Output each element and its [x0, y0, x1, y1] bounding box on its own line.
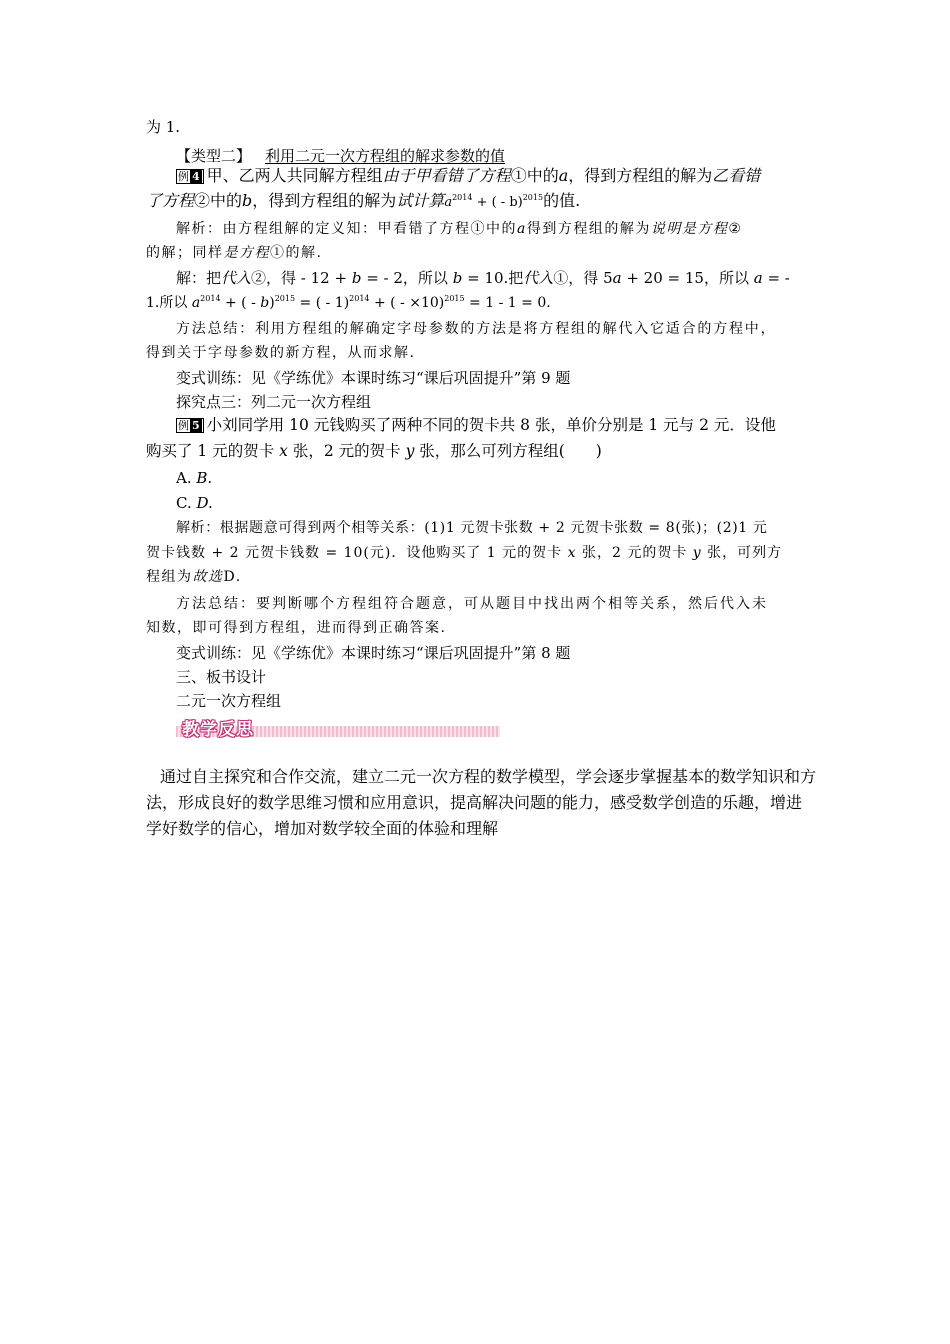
text: 1.所以 [146, 295, 192, 311]
variable: x [567, 545, 577, 561]
text-line [146, 117, 180, 137]
text: ①，得 5 [553, 269, 613, 287]
variable: b [452, 269, 463, 287]
text: ② [728, 221, 743, 237]
text: 贺卡钱数 + 2 元贺卡钱数 = 10(元)．设他购买了 1 元的贺卡 [146, 545, 568, 561]
text: 得到关于字母参数的新方程，从而求解. [146, 345, 416, 361]
text: = - [762, 269, 790, 287]
example-5-line-2 [146, 441, 602, 461]
text: 的解；同样 [146, 245, 224, 261]
variant-training [176, 368, 570, 388]
text: 购买了 1 元的贺卡 [146, 442, 280, 460]
method-summary-line-1 [176, 319, 776, 339]
exponent: 2015 [522, 193, 544, 202]
variable: a [191, 295, 201, 311]
text: = - 2，所以 [361, 269, 453, 287]
analysis-5-line-3 [146, 567, 242, 587]
text: 故选 [192, 569, 224, 585]
text: 代入 [523, 269, 554, 287]
text: ) [269, 295, 275, 311]
teaching-reflection-banner [176, 716, 500, 738]
text: 探究点三：列二元一次方程组 [176, 393, 372, 411]
exponent: 2014 [452, 193, 473, 202]
text: = ( - 1) [295, 295, 350, 311]
text: 为 1. [146, 118, 181, 136]
text: 解析：根据题意可得到两个相等关系：(1)1 元贺卡张数 + 2 元贺卡张数 = 8(张)；(2)1 元 [176, 520, 768, 536]
text: 方法总结：利用方程组的解确定字母参数的方法是将方程组的解代入它适合的方程中， [176, 321, 777, 337]
text: 变式训练：见《学练优》本课时练习“课后巩固提升”第 8 题 [176, 644, 571, 662]
analysis-line-2 [146, 243, 322, 263]
reflection-paragraph: 通过自主探究和合作交流，建立二元一次方程的数学模型，学会逐步掌握基本的数学知识和方法，形成良好的数学思维习惯和应用意识，提高解决问题的能力，感受数学创造的乐趣，增进学好数学的信心，增加对数学较全面的体验和理解 [146, 767, 817, 838]
analysis-line-1 [176, 219, 742, 239]
text: 由于甲看错了方程 [382, 166, 511, 185]
text: 小刘同学用 10 元钱购买了两种不同的贺卡共 8 张，单价分别是 1 元与 2 元．设他 [206, 416, 776, 434]
option-b: B. [196, 469, 213, 487]
option-d: D. [196, 494, 213, 512]
method-summary-5-line-2 [146, 618, 446, 638]
text: 甲、乙两人共同解方程组 [206, 166, 383, 185]
text: 变式训练：见《学练优》本课时练习“课后巩固提升”第 9 题 [176, 369, 571, 387]
example-4-line-1 [176, 166, 760, 186]
example-4-badge: 例 4 [176, 169, 204, 184]
variable: x [279, 442, 288, 460]
exponent: 2014 [200, 294, 221, 303]
text: ，得到方程组的解为 [568, 166, 713, 185]
analysis-5-line-1 [176, 518, 767, 538]
text: 方法总结：要判断哪个方程组符合题意，可从题目中找出两个相等关系，然后代入未 [176, 596, 768, 612]
text: + ( - [220, 295, 261, 311]
text: 乙看错 [712, 166, 761, 185]
exponent: 2014 [349, 294, 370, 303]
text: ②，得 - 12 + [251, 269, 352, 287]
example-5-badge: 例 5 [176, 418, 204, 433]
text: ，得到方程组的解为 [252, 191, 397, 210]
variant-training-2 [176, 643, 570, 663]
text: + 20 = 15，所以 [621, 269, 754, 287]
variable: a [753, 269, 763, 287]
variable: b [260, 295, 270, 311]
variable: y [692, 545, 702, 561]
text: 代入 [221, 269, 252, 287]
variable: a [444, 195, 453, 210]
text: 是方程 [223, 245, 270, 261]
text: 的值. [543, 191, 581, 210]
variable: b [242, 191, 253, 210]
option-a: A. [176, 469, 192, 487]
banner-title: 教学反思 [182, 720, 254, 740]
explore-point-heading [176, 392, 371, 412]
text: 程组为 [146, 569, 193, 585]
variable: y [405, 442, 415, 460]
option-c: C. [176, 494, 192, 512]
exponent: 2015 [444, 294, 465, 303]
text: = 10.把 [462, 269, 524, 287]
text: 说明是方程 [650, 221, 729, 237]
text: 解：把 [176, 269, 222, 287]
text: 二元一次方程组 [176, 692, 282, 710]
text: ②中的 [194, 191, 243, 210]
text: 张，可列方 [701, 545, 783, 561]
text: + ( - b) [472, 195, 523, 210]
variable: b [351, 269, 362, 287]
example-4-line-2 [146, 191, 580, 213]
text: 解析：由方程组解的定义知：甲看错了方程①中的 [176, 221, 517, 237]
text: 张，2 元的贺卡 [287, 442, 406, 460]
text: 三、板书设计 [176, 668, 267, 686]
section-heading [176, 146, 505, 166]
board-design-title [176, 691, 281, 711]
text: 试计算 [396, 191, 445, 210]
text: 知数，即可得到方程组，进而得到正确答案. [146, 620, 447, 636]
text: = 1 - 1 = 0. [464, 295, 551, 311]
text: D. [223, 569, 242, 585]
exponent: 2015 [274, 294, 296, 303]
type-tag: 【类型二】 [176, 147, 252, 165]
section-title: 利用二元一次方程组的解求参数的值 [265, 147, 506, 165]
text: + ( - ×10) [369, 295, 445, 311]
text: ①中的 [510, 166, 559, 185]
method-summary-5-line-1 [176, 594, 768, 614]
variable: a [558, 166, 569, 185]
board-design-heading [176, 667, 266, 687]
method-summary-line-2 [146, 343, 415, 363]
solution-line-1 [176, 268, 790, 288]
options-row-1 [176, 468, 212, 488]
text: 了方程 [146, 191, 195, 210]
options-row-2 [176, 493, 213, 513]
example-5-line-1 [176, 415, 776, 435]
text: 得到方程组的解为 [526, 221, 651, 237]
analysis-5-line-2 [146, 543, 782, 563]
variable: a [517, 221, 527, 237]
solution-line-2 [146, 293, 551, 313]
text: 张，2 元的贺卡 [576, 545, 693, 561]
text: 张，那么可列方程组( ) [414, 442, 602, 460]
variable: a [612, 269, 622, 287]
text: ①的解. [270, 245, 323, 261]
